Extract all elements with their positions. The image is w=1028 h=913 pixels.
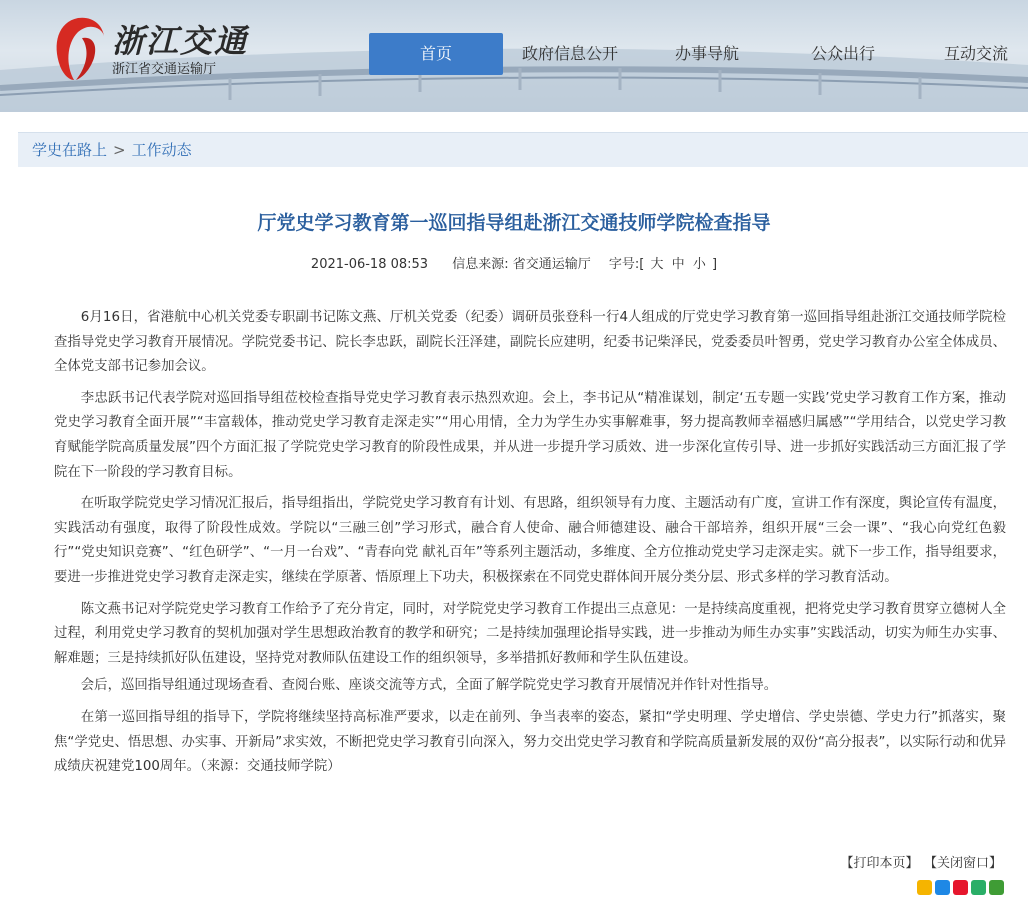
breadcrumb-item-work-news[interactable]: 工作动态	[131, 141, 192, 159]
breadcrumb	[18, 132, 1028, 167]
font-large-link[interactable]: 大	[650, 257, 664, 272]
logo-icon[interactable]	[48, 14, 108, 84]
logo-subtitle: 浙江省交通运输厅	[112, 62, 217, 77]
source-label: 信息来源:	[452, 257, 509, 272]
article-body	[54, 306, 1006, 787]
article-title: 厅党史学习教育第一巡回指导组赴浙江交通技师学院检查指导	[257, 212, 771, 234]
article-paragraph: 6月16日，省港航中心机关党委专职副书记陈文燕、厅机关党委（纪委）调研员张登科一行4人组成的厅党史学习教育第一巡回指导组赴浙江交通技师学院检查指导党史学习教育开展情况。学院党委书记、院长李忠跃，副院长汪泽建，副院长应建明，纪委书记柴泽民，党委委员叶智勇，党史学习教育办公室全体成员、全体党支部书记参加会议。	[54, 310, 1006, 375]
close-window-link[interactable]: 【关闭窗口】	[930, 856, 1002, 871]
nav-services[interactable]: 办事导航	[674, 44, 739, 63]
wechat-icon[interactable]	[971, 880, 986, 895]
font-medium-link[interactable]: 中	[671, 257, 685, 272]
article-meta: 2021-06-18 08:53 信息来源: 省交通运输厅 字号:[ 大 中 小 ]	[310, 257, 718, 272]
article-paragraph: 在听取学院党史学习情况汇报后，指导组指出，学院党史学习教育有计划、有思路，组织领导有力度、主题活动有广度，宣讲工作有深度，舆论宣传有温度，实践活动有强度，取得了阶段性成效。学院以“三融三创”学习形式，融合育人使命、融合师德建设、融合干部培养，组织开展“三会一课”、“我心向党红色毅行”“党史知识竞赛”、“红色研学”、“一月一台戏”、“青春向党 献礼百年”等系列主题活动，多维度、全方位推动党史学习走深走实。就下一步工作，指导组要求，要进一步推进党史学习教育走深走实，继续在学原著、悟原理上下功夫，积极探索在不同党史群体间开展分类分层、形式多样的学习教育活动。	[54, 496, 1006, 585]
qzone-icon[interactable]	[917, 880, 932, 895]
main-nav	[369, 33, 1028, 75]
weibo-icon[interactable]	[953, 880, 968, 895]
share-bar	[917, 880, 1004, 895]
font-size-label: 字号:	[608, 257, 640, 272]
article-paragraph: 会后，巡回指导组通过现场查看、查阅台账、座谈交流等方式，全面了解学院党史学习教育开展情况并作针对性指导。	[80, 678, 778, 694]
breadcrumb-separator: >	[113, 141, 126, 159]
article-paragraph: 李忠跃书记代表学院对巡回指导组莅校检查指导党史学习教育表示热烈欢迎。会上，李书记从“精准谋划，制定‘五专题一实践’党史学习教育工作方案，推动党史学习教育全面开展”“丰富载体，推动党史学习教育走深走实”“用心用情，全力为学生办实事解难事，努力提高教师幸福感归属感”“学用结合，以党史学习教育赋能学院高质量发展”四个方面汇报了学院党史学习教育的阶段性成果，并从进一步提升学习质效、进一步深化宣传引导、进一步抓好实践活动三方面汇报了学院在下一阶段的学习教育目标。	[54, 390, 1006, 480]
article-date: 2021-06-18 08:53	[310, 257, 429, 272]
print-page-link[interactable]: 【打印本页】	[840, 856, 919, 871]
article-paragraph: 陈文燕书记对学院党史学习教育工作给予了充分肯定，同时，对学院党史学习教育工作提出三点意见：一是持续高度重视，把将党史学习教育贯穿立德树人全过程，利用党史学习教育的契机加强对学生思想政治教育的教学和研究；二是持续加强理论指导实践，进一步推动为师生办实事”实践活动，切实为师生办实事、解难题；三是持续抓好队伍建设，坚持党对教师队伍建设工作的组织领导，多举措抓好教师和学生队伍建设。	[54, 601, 1006, 666]
breadcrumb-item-history[interactable]: 学史在路上	[32, 141, 108, 159]
qq-icon[interactable]	[935, 880, 950, 895]
logo-title: 浙江交通	[112, 22, 249, 60]
nav-travel[interactable]: 公众出行	[810, 44, 875, 63]
douban-icon[interactable]	[989, 880, 1004, 895]
site-header	[0, 0, 1028, 112]
article-source: 省交通运输厅	[512, 257, 591, 272]
article-paragraph: 在第一巡回指导组的指导下，学院将继续坚持高标准严要求，以走在前列、争当表率的姿态，紧扣“学史明理、学史增信、学史崇德、学史力行”抓落实，聚焦“学党史、悟思想、办实事、开新局”求实效，不断把党史学习教育引向深入，努力交出党史学习教育和学院高质量新发展的双份“高分报表”，以实际行动和优异成绩庆祝建党100周年。（来源：交通技师学院）	[54, 709, 1006, 775]
font-small-link[interactable]: 小	[692, 257, 706, 272]
nav-interaction[interactable]: 互动交流	[943, 44, 1008, 63]
nav-gov-info[interactable]: 政府信息公开	[521, 44, 618, 63]
nav-home[interactable]: 首页	[369, 33, 503, 75]
article-actions	[828, 852, 1002, 871]
